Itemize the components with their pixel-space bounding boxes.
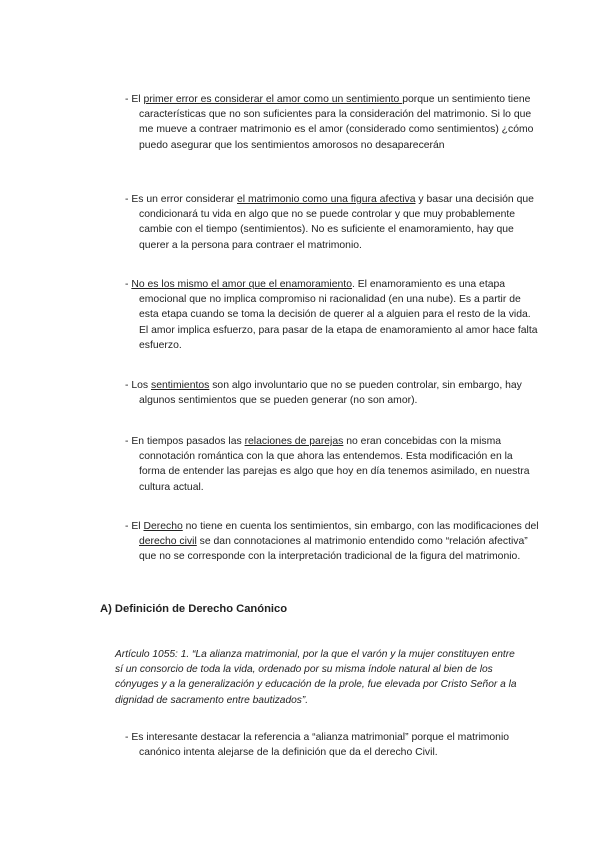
bullet-item-4 [125,378,539,408]
canon-quote: Artículo 1055: 1. “La alianza matrimonial, por la que el varón y la mujer constituyen entre sí un consorcio de toda la vida, ordenado por su misma índole natural al bien de los cónyuges y a la generalización y educación de la prole, fue elevada por Cristo Señor a la dignidad de sacramento entre bautizados”. [115,649,517,706]
bullet-item-3 [125,277,539,353]
underlined-phrase: relaciones de parejas [244,436,344,447]
bullet-text-part: se dan connotaciones al matrimonio entendido como “relación afectiva” que no se corresponde con la interpretación tradicional de la figura del matrimonio. [139,536,528,563]
bullet-text-part: - El [125,521,144,532]
underlined-phrase: Derecho [143,521,183,532]
bullet-item-1 [125,92,539,153]
bullet-text-after: porque un sentimiento tiene características que no son suficientes para la consideración del matrimonio. Si lo que me mueve a contraer matrimonio es el amor (considerado como sentimientos) ¿cómo puedo asegurar que los sentimientos amorosos no desaparecerán [139,94,534,151]
section-heading: A) Definición de Derecho Canónico [100,603,288,615]
bullet-text-before: - El [125,94,144,105]
bullet-item-last: - Es interesante destacar la referencia a “alianza matrimonial” porque el matrimonio canónico intenta alejarse de la definición que da el derecho Civil. [125,732,510,759]
underlined-phrase: el matrimonio como una figura afectiva [237,194,416,205]
bullet-text-before: - En tiempos pasados las [125,436,245,447]
bullet-text-after: y basar una decisión que condicionará tu vida en algo que no se puede controlar y que muy probablemente cambie con el tiempo (sentimientos). No es suficiente el enamoramiento, hay que querer a la persona para contraer el matrimonio. [139,194,534,251]
bullet-text-after: no eran concebidas con la misma connotación romántica con la que ahora las entendemos. Esta modificación en la forma de entender las parejas es algo que hoy en día tenemos asimilado, en nuestra cultura actual. [139,436,530,493]
bullet-text-before: - [125,279,132,290]
bullet-text-after: son algo involuntario que no se pueden controlar, sin embargo, hay algunos sentimientos que se pueden generar (no son amor). [139,380,522,407]
bullet-text-before: - Es un error considerar [125,194,238,205]
bullet-item-2 [125,192,539,253]
bullet-text-before: - Los [125,380,151,391]
underlined-phrase: primer error es considerar el amor como un sentimiento [143,94,403,105]
bullet-text-after: . El enamoramiento es una etapa emocional que no implica compromiso ni racionalidad (en una nube). Es a partir de esta etapa cuando se toma la decisión de querer al a alguien para el resto de la vida. El amor implica esfuerzo, para pasar de la etapa de enamoramiento al amor hace falta esfuerzo. [139,279,538,351]
underlined-phrase: sentimientos [151,380,210,391]
underlined-phrase: derecho civil [139,536,197,548]
bullet-text-part: no tiene en cuenta los sentimientos, sin embargo, con las modificaciones del [182,521,539,532]
underlined-phrase: No es los mismo el amor que el enamoramiento [131,279,352,290]
bullet-item-5 [125,434,539,495]
bullet-item-derecho [125,519,539,565]
